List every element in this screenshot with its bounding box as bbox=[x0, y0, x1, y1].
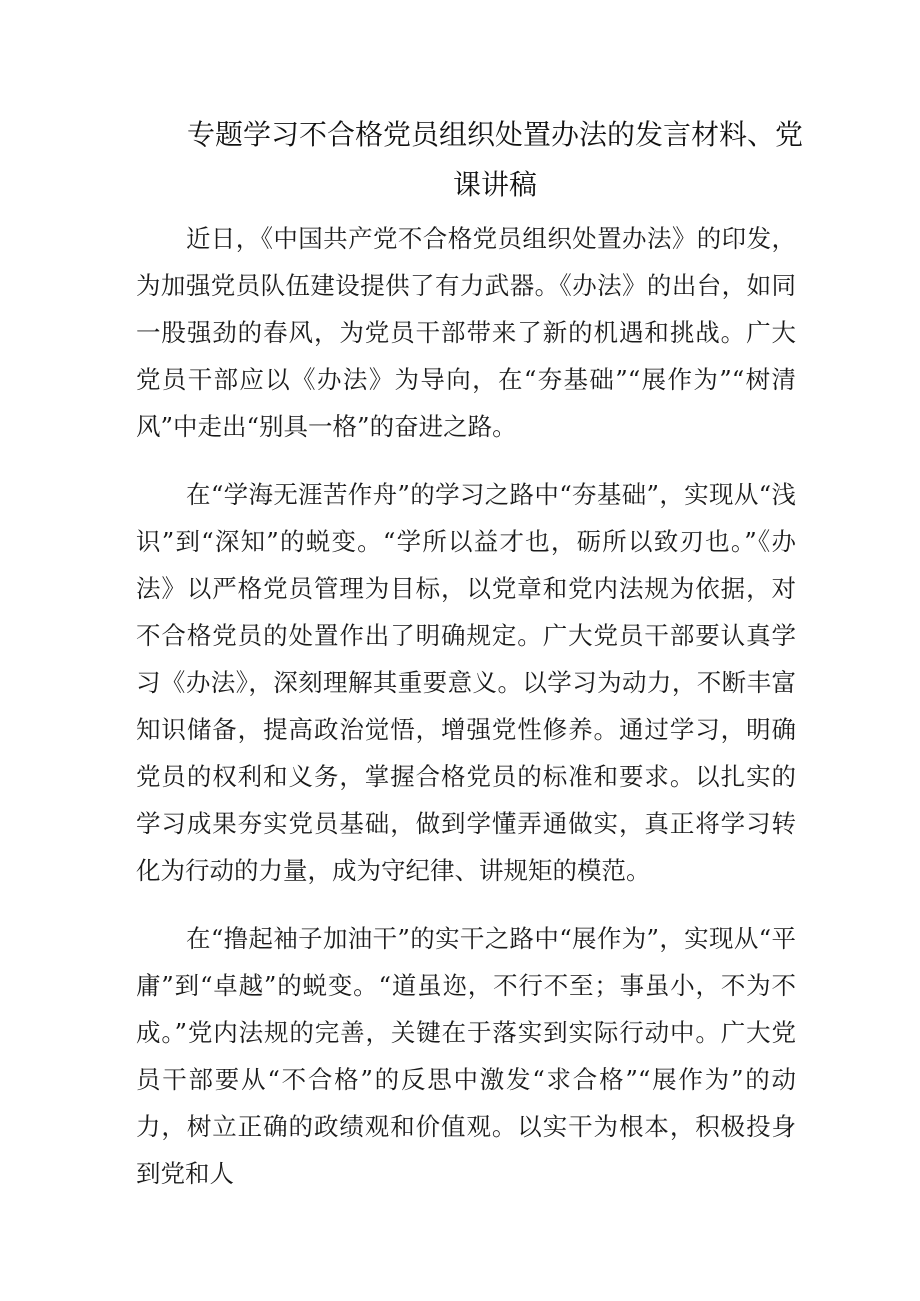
paragraph: 近日，《中国共产党不合格党员组织处置办法》的印发，为加强党员队伍建设提供了有力武器。《办法》的出台，如同一股强劲的春风，为党员干部带来了新的机遇和挑战。广大党员干部应以《办法》为导向，在“夯基础”“展作为”“树清风”中走出“别具一格”的奋进之路。 bbox=[136, 224, 796, 441]
paragraph: 在“学海无涯苦作舟”的学习之路中“夯基础”，实现从“浅识”到“深知”的蜕变。“学所以益才也，砺所以致刃也。”《办法》以严格党员管理为目标，以党章和党内法规为依据，对不合格党员的处置作出了明确规定。广大党员干部要认真学习《办法》，深刻理解其重要意义。以学习为动力，不断丰富知识储备，提高政治觉悟，增强党性修养。通过学习，明确党员的权利和义务，掌握合格党员的标准和要求。以扎实的学习成果夯实党员基础，做到学懂弄通做实，真正将学习转化为行动的力量，成为守纪律、讲规矩的模范。 bbox=[136, 480, 796, 885]
paragraph: 在“撸起袖子加油干”的实干之路中“展作为”，实现从“平庸”到“卓越”的蜕变。“道虽迩，不行不至；事虽小，不为不成。”党内法规的完善，关键在于落实到实际行动中。广大党员干部要从“不合格”的反思中激发“求合格”“展作为”的动力，树立正确的政绩观和价值观。以实干为根本，积极投身到党和人 bbox=[136, 924, 796, 1188]
document-title: 专题学习不合格党员组织处置办法的发言材料、党课讲稿 bbox=[186, 118, 803, 201]
